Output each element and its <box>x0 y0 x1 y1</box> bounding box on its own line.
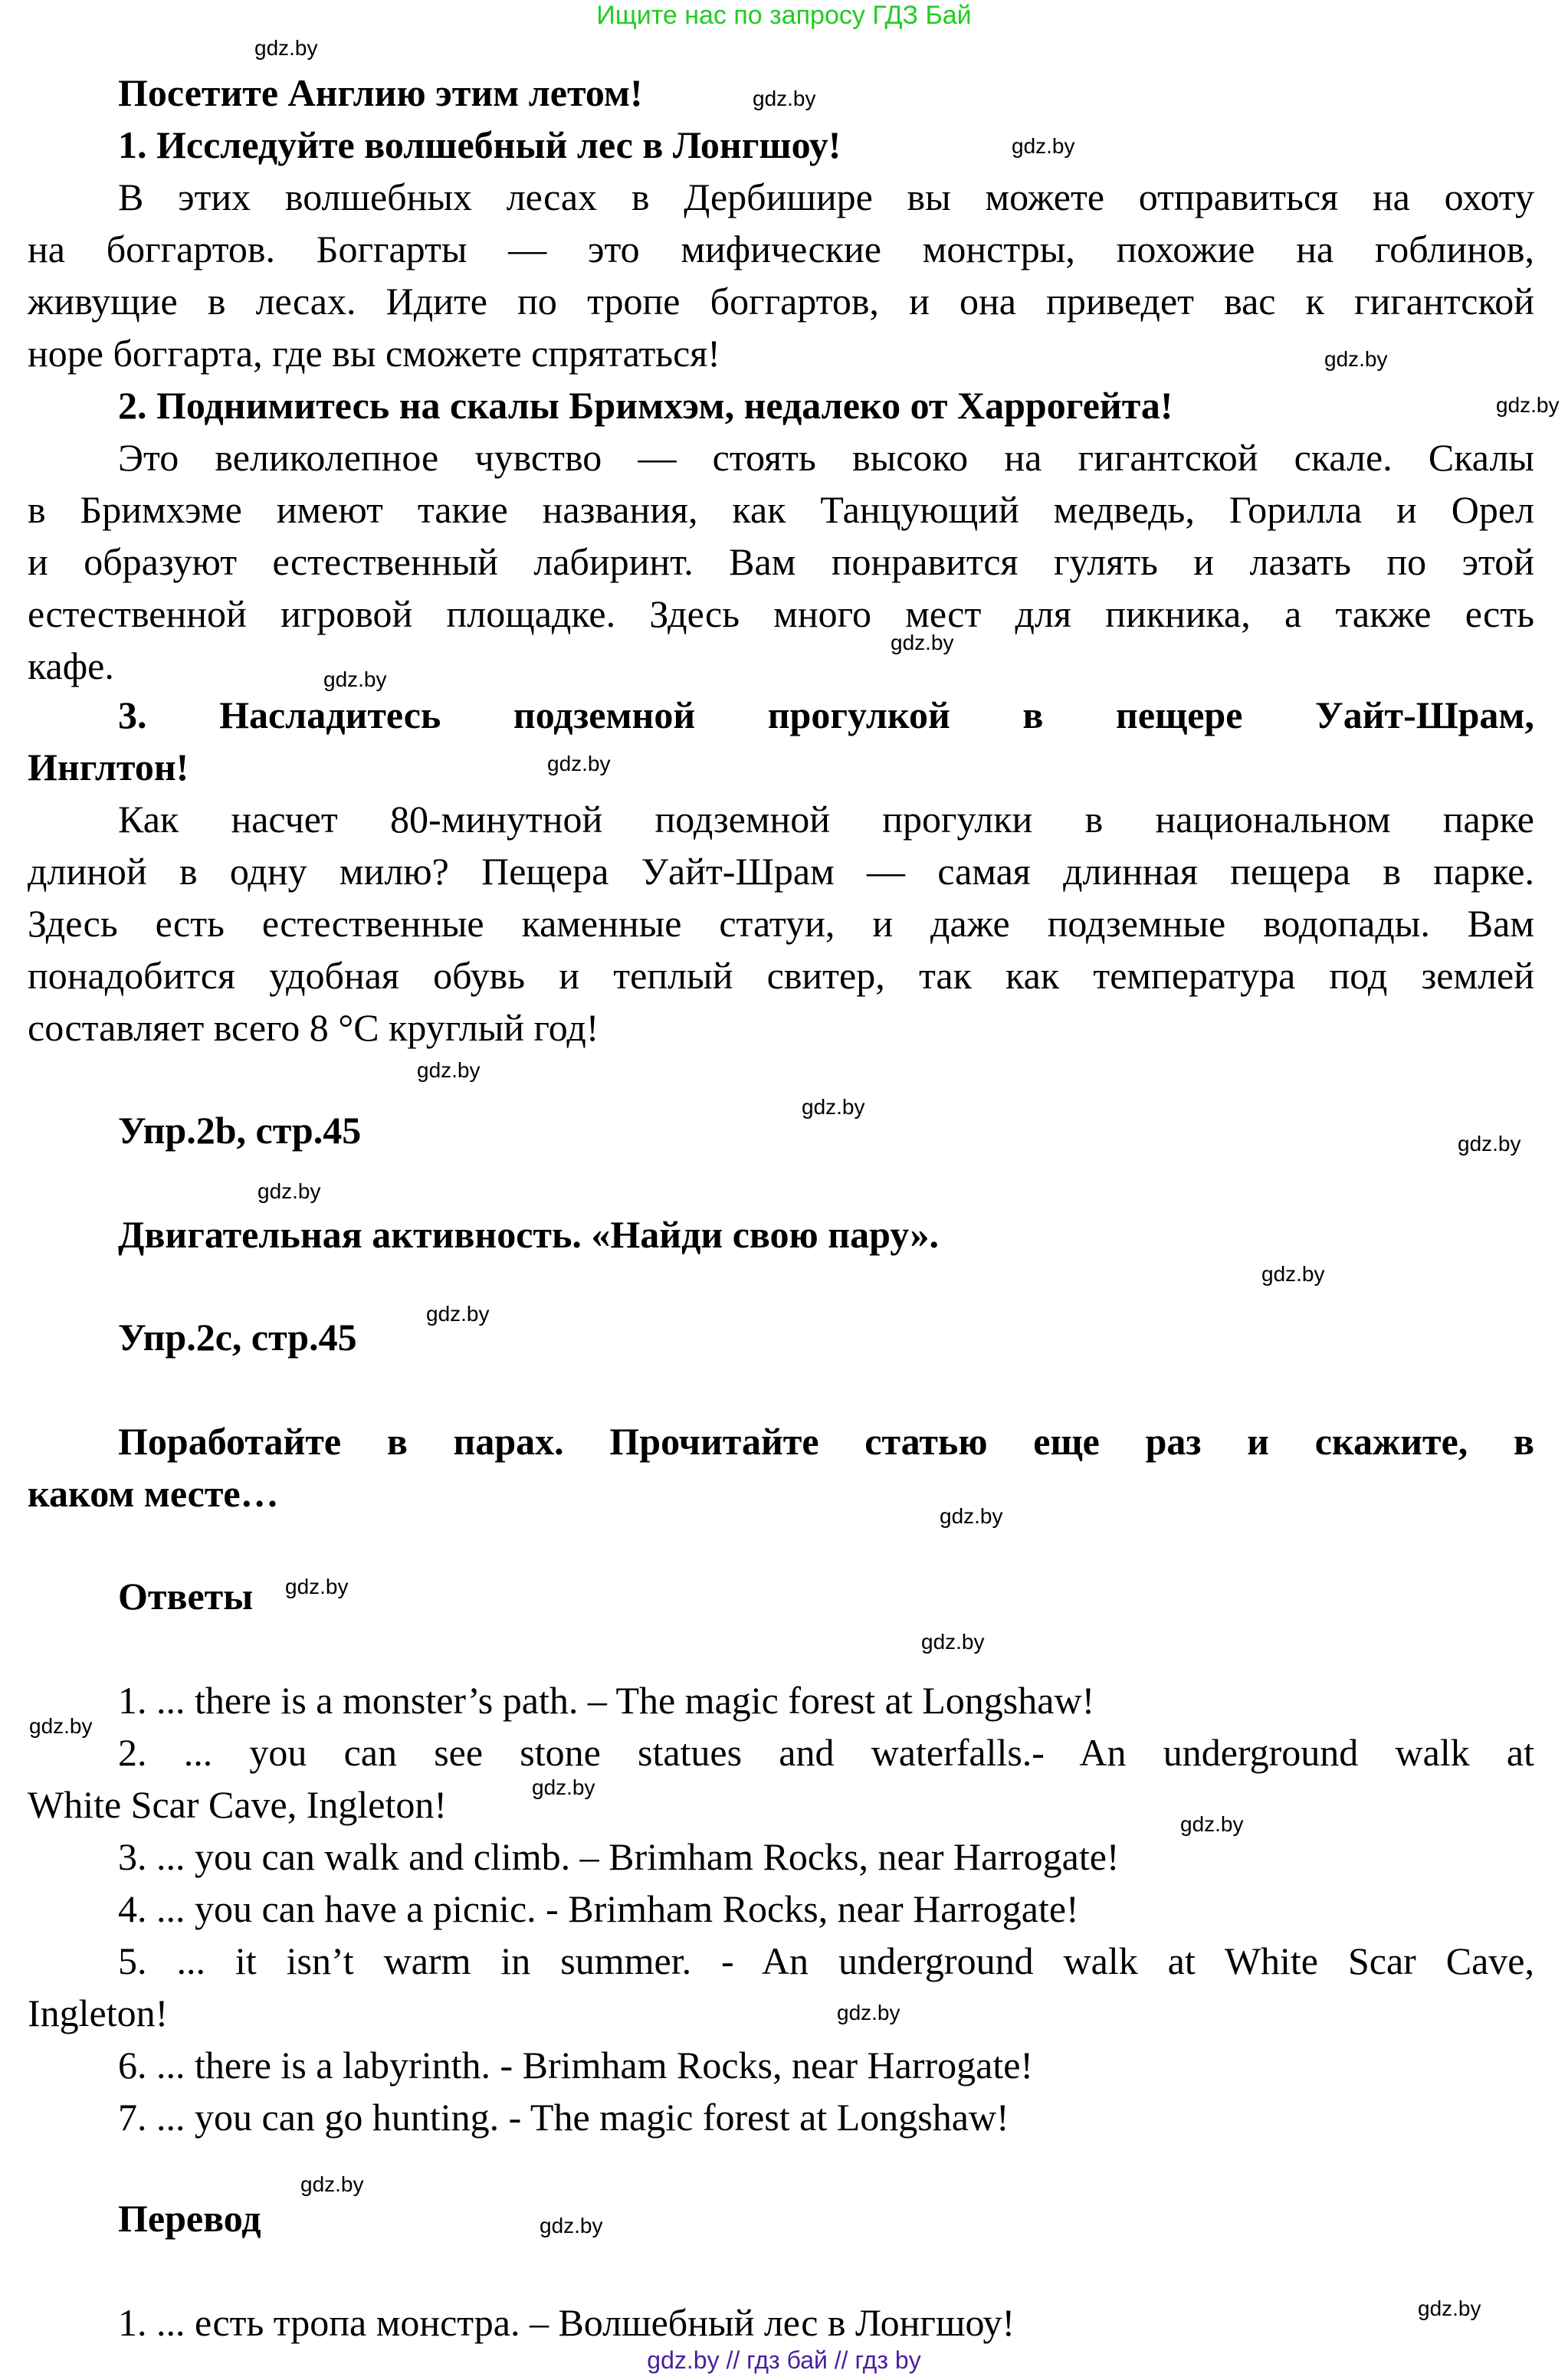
watermark: gdz.by <box>29 1714 93 1738</box>
watermark: gdz.by <box>837 2001 900 2024</box>
answer-item: 7. ... you can go hunting. - The magic forest at Longshaw! <box>118 2096 1009 2139</box>
section-1-text: живущие в лесах. Идите по тропе боггартов, и она приведет вас к гигантской <box>28 280 1534 323</box>
watermark: gdz.by <box>1496 393 1560 417</box>
watermark: gdz.by <box>940 1504 1003 1528</box>
answer-item: White Scar Cave, Ingleton! <box>28 1783 448 1826</box>
exercise-2c-label: Упр.2c, стр.45 <box>118 1316 357 1359</box>
exercise-2c-task: Поработайте в парах. Прочитайте статью еще раз и скажите, в <box>118 1420 1534 1463</box>
section-3-text: понадобится удобная обувь и теплый свитер, так как температура под землей <box>28 954 1534 997</box>
watermark: gdz.by <box>540 2214 603 2237</box>
section-3-text: Как насчет 80-минутной подземной прогулки в национальном парке <box>118 798 1534 841</box>
answers-label: Ответы <box>118 1575 254 1618</box>
answer-item: 6. ... there is a labyrinth. - Brimham Rocks, near Harrogate! <box>118 2044 1034 2087</box>
exercise-2b-label: Упр.2b, стр.45 <box>118 1109 362 1152</box>
watermark: gdz.by <box>417 1058 481 1082</box>
translation-item: 1. ... есть тропа монстра. – Волшебный лес в Лонгшоу! <box>118 2301 1015 2344</box>
answer-item: 2. ... you can see stone statues and waterfalls.- An underground walk at <box>118 1731 1534 1774</box>
watermark: gdz.by <box>426 1302 490 1326</box>
search-banner[interactable]: Ищите нас по запросу ГДЗ Бай <box>596 1 972 30</box>
watermark: gdz.by <box>802 1095 865 1119</box>
watermark: gdz.by <box>1180 1812 1244 1836</box>
exercise-2c-task: каком месте… <box>28 1472 279 1515</box>
watermark: gdz.by <box>1012 134 1075 158</box>
section-3-heading: 3. Насладитесь подземной прогулкой в пещере Уайт-Шрам, <box>118 693 1534 736</box>
footer-links[interactable]: gdz.by // гдз бай // гдз by <box>647 2346 921 2374</box>
watermark: gdz.by <box>1261 1262 1325 1286</box>
watermark: gdz.by <box>254 36 318 60</box>
section-2-text: и образуют естественный лабиринт. Вам понравится гулять и лазать по этой <box>28 540 1534 583</box>
watermark: gdz.by <box>547 752 611 775</box>
watermark: gdz.by <box>1324 347 1388 371</box>
section-1-text: норе боггарта, где вы сможете спрятаться! <box>28 332 720 375</box>
answer-item: Ingleton! <box>28 1992 169 2034</box>
section-1-text: на боггартов. Боггарты — это мифические монстры, похожие на гоблинов, <box>28 228 1534 270</box>
section-2-text: естественной игровой площадке. Здесь много мест для пикника, а также есть <box>28 592 1534 635</box>
section-3-heading: Инглтон! <box>28 746 189 788</box>
section-2-text: в Бримхэме имеют такие названия, как Танцующий медведь, Горилла и Орел <box>28 488 1534 531</box>
watermark: gdz.by <box>300 2172 364 2196</box>
section-3-text: составляет всего 8 °С круглый год! <box>28 1006 599 1049</box>
exercise-2b-task: Двигательная активность. «Найди свою пару». <box>118 1213 939 1256</box>
section-1-text: В этих волшебных лесах в Дербишире вы можете отправиться на охоту <box>118 175 1534 218</box>
watermark: gdz.by <box>532 1775 595 1799</box>
watermark: gdz.by <box>921 1630 985 1654</box>
watermark: gdz.by <box>1458 1132 1521 1156</box>
answer-item: 5. ... it isn’t warm in summer. - An underground walk at White Scar Cave, <box>118 1939 1534 1982</box>
watermark: gdz.by <box>258 1179 321 1203</box>
section-2-text: Это великолепное чувство — стоять высоко на гигантской скале. Скалы <box>118 436 1534 479</box>
answer-item: 3. ... you can walk and climb. – Brimham Rocks, near Harrogate! <box>118 1835 1120 1878</box>
watermark: gdz.by <box>1418 2296 1481 2320</box>
section-2-heading: 2. Поднимитесь на скалы Бримхэм, недалеко от Харрогейта! <box>118 384 1173 427</box>
translation-label: Перевод <box>118 2197 261 2240</box>
answer-item: 4. ... you can have a picnic. - Brimham Rocks, near Harrogate! <box>118 1887 1079 1930</box>
section-2-text: кафе. <box>28 644 114 687</box>
section-3-text: длиной в одну милю? Пещера Уайт-Шрам — самая длинная пещера в парке. <box>28 850 1534 893</box>
article-title: Посетите Англию этим летом! <box>118 71 643 114</box>
section-3-text: Здесь есть естественные каменные статуи, и даже подземные водопады. Вам <box>28 902 1534 945</box>
watermark: gdz.by <box>323 667 387 691</box>
watermark: gdz.by <box>753 87 816 110</box>
section-1-heading: 1. Исследуйте волшебный лес в Лонгшоу! <box>118 123 841 166</box>
answer-item: 1. ... there is a monster’s path. – The magic forest at Longshaw! <box>118 1679 1095 1722</box>
watermark: gdz.by <box>891 631 954 654</box>
watermark: gdz.by <box>285 1575 349 1598</box>
